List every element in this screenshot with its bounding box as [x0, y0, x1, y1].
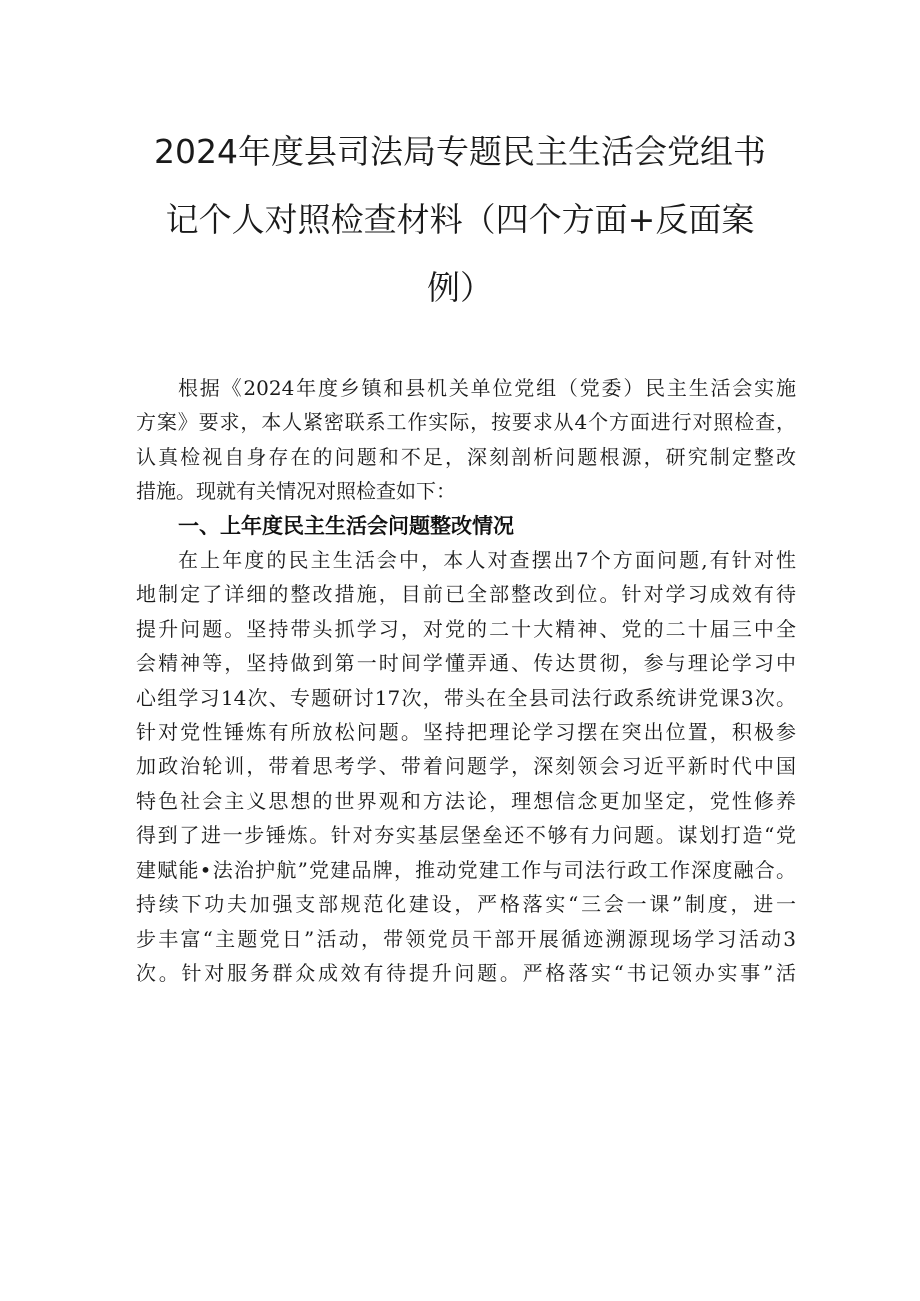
paragraph-line: 心组学习14次、专题研讨17次，带头在全县司法行政系统讲党课3次。	[136, 685, 796, 710]
document-body	[136, 371, 796, 990]
title-line: 例）	[427, 268, 493, 307]
paragraph-line: 次。针对服务群众成效有待提升问题。严格落实“书记领办实事”活	[136, 960, 796, 985]
paragraph-line: 加政治轮训，带着思考学、带着问题学，深刻领会习近平新时代中国	[136, 754, 796, 779]
paragraph-line: 措施。现就有关情况对照检查如下：	[136, 479, 456, 504]
intro-paragraph	[136, 371, 796, 509]
document-title	[150, 118, 770, 322]
paragraph-line: 提升问题。坚持带头抓学习，对党的二十大精神、党的二十届三中全	[136, 616, 796, 641]
paragraph-line: 建赋能•法治护航”党建品牌，推动党建工作与司法行政工作深度融合。	[136, 857, 796, 882]
section-paragraph	[136, 543, 796, 990]
paragraph-line: 步丰富“主题党日”活动，带领党员干部开展循迹溯源现场学习活动3	[136, 926, 796, 951]
paragraph-line: 针对党性锤炼有所放松问题。坚持把理论学习摆在突出位置，积极参	[136, 720, 796, 745]
paragraph-line: 会精神等，坚持做到第一时间学懂弄通、传达贯彻，参与理论学习中	[136, 651, 796, 676]
title-line: 记个人对照检查材料（四个方面+反面案	[165, 200, 755, 239]
paragraph-line: 方案》要求，本人紧密联系工作实际，按要求从4个方面进行对照检查，	[136, 410, 796, 435]
paragraph-line: 持续下功夫加强支部规范化建设，严格落实“三会一课”制度，进一	[136, 892, 796, 917]
paragraph-line: 在上年度的民主生活会中，本人对查摆出7个方面问题,有针对性	[178, 548, 796, 573]
paragraph-line: 认真检视自身存在的问题和不足，深刻剖析问题根源，研究制定整改	[136, 444, 796, 469]
paragraph-line: 根据《2024年度乡镇和县机关单位党组（党委）民主生活会实施	[178, 376, 796, 400]
paragraph-line: 地制定了详细的整改措施，目前已全部整改到位。针对学习成效有待	[136, 582, 796, 607]
paragraph-line: 得到了进一步锤炼。针对夯实基层堡垒还不够有力问题。谋划打造“党	[136, 823, 796, 848]
title-line: 2024年度县司法局专题民主生活会党组书	[154, 132, 766, 171]
section-heading: 一、上年度民主生活会问题整改情况	[178, 513, 514, 538]
paragraph-line: 特色社会主义思想的世界观和方法论，理想信念更加坚定，党性修养	[136, 788, 796, 813]
